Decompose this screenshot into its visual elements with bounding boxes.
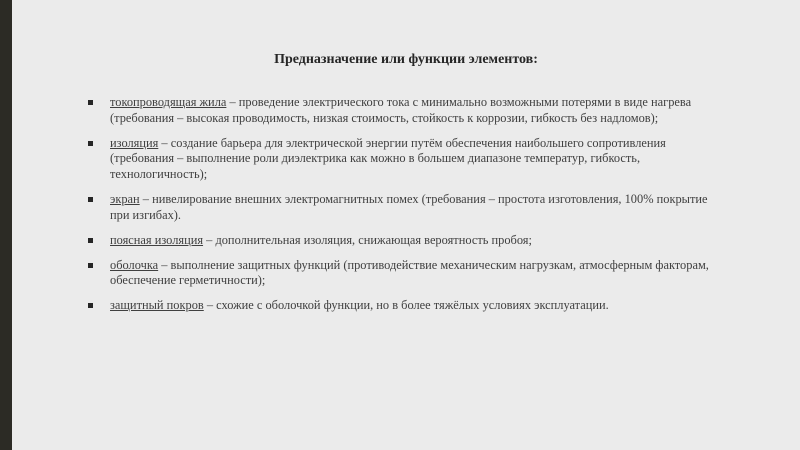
list-item (88, 298, 728, 314)
square-bullet-icon (88, 303, 93, 308)
square-bullet-icon (88, 141, 93, 146)
item-term: оболочка (110, 257, 159, 272)
item-term: экран (110, 191, 140, 206)
square-bullet-icon (88, 263, 93, 268)
list-item (88, 95, 728, 126)
square-bullet-icon (88, 238, 93, 243)
slide-title: Предназначение или функции элементов: (274, 52, 538, 67)
item-text: – схожие с оболочкой функции, но в более тяжёлых условиях эксплуатации. (203, 298, 609, 313)
list-item (88, 258, 728, 289)
item-text: – выполнение защитных функций (противодействие механическим нагрузкам, атмосферным факторам, обеспечение герметичности); (110, 257, 709, 288)
square-bullet-icon (88, 197, 93, 202)
list-item (88, 136, 728, 183)
item-term: токопроводящая жила (110, 95, 227, 109)
square-bullet-icon (88, 100, 93, 105)
list-item (88, 192, 728, 223)
item-term: изоляция (110, 135, 159, 150)
item-term: поясная изоляция (110, 232, 204, 247)
item-text: – дополнительная изоляция, снижающая вероятность пробоя; (203, 232, 532, 247)
item-text: – создание барьера для электрической энергии путём обеспечения наибольшего сопротивления (требования – выполнение роли диэлектрика как можно в большем диапазоне температур, гибкость, технологичность); (110, 135, 666, 181)
bullet-list (88, 95, 728, 324)
item-text: – нивелирование внешних электромагнитных помех (требования – простота изготовления, 100% покрытие при изгибах). (110, 191, 708, 222)
list-item (88, 233, 728, 249)
item-term: защитный покров (110, 298, 204, 313)
item-text: – проведение электрического тока с минимально возможными потерями в виде нагрева (требования – высокая проводимость, низкая стоимость, стойкость к коррозии, гибкость без надломов); (110, 95, 692, 125)
